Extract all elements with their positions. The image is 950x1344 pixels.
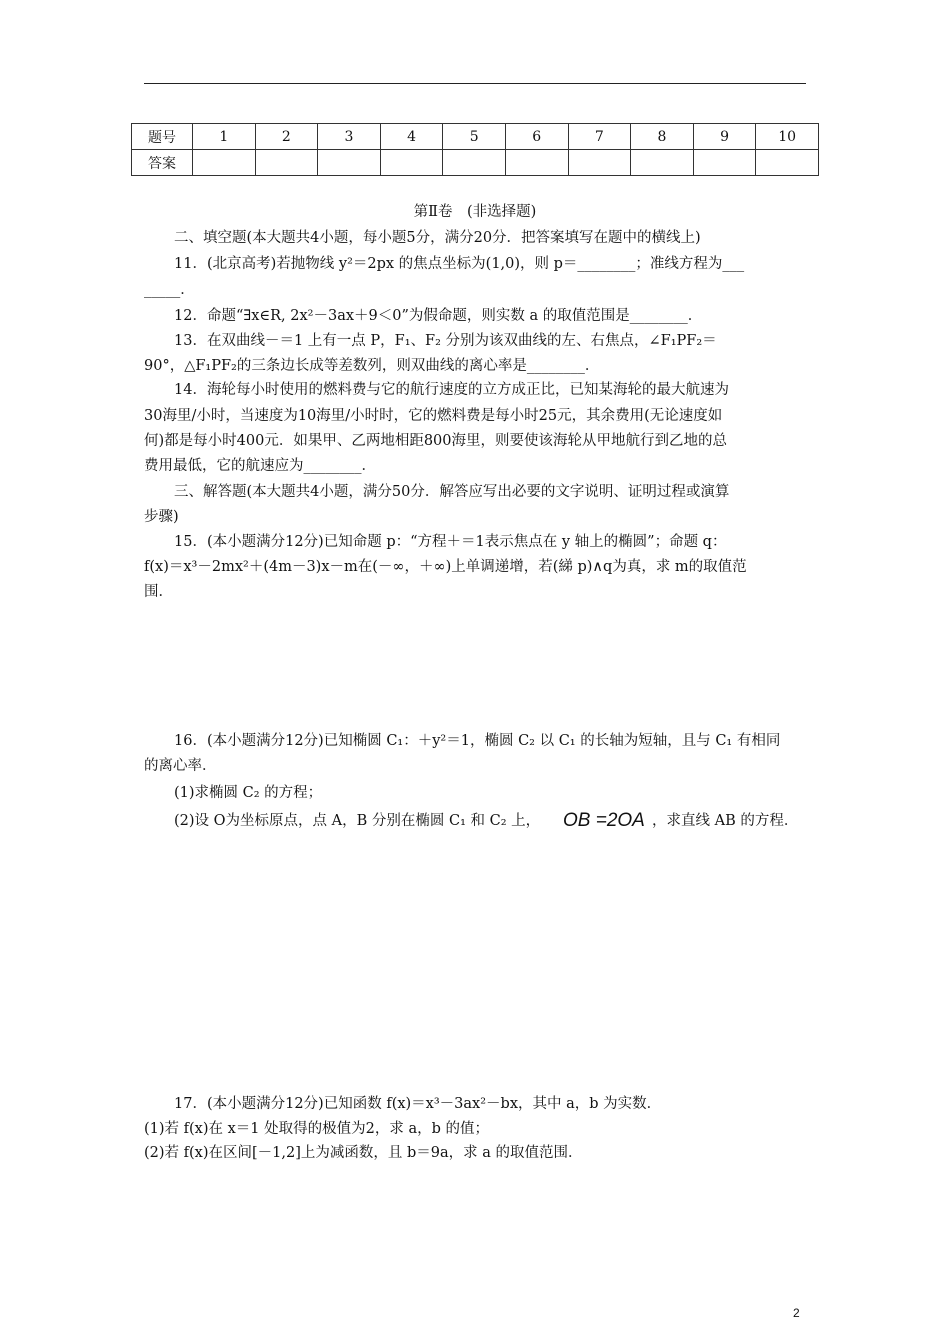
q16-part-1: (1)求椭圆 C₂ 的方程； bbox=[174, 785, 323, 801]
q14-line-2: 30海里/小时，当速度为10海里/小时时，它的燃料费是每小时25元，其余费用(无论速度如 bbox=[144, 408, 723, 424]
header-rule bbox=[144, 83, 806, 84]
answer-cell[interactable] bbox=[693, 150, 756, 176]
table-cell: 4 bbox=[380, 124, 443, 150]
table-cell: 5 bbox=[443, 124, 506, 150]
answer-cell[interactable] bbox=[255, 150, 318, 176]
q16-line-1: 16．(本小题满分12分)已知椭圆 C₁：＋y²＝1，椭圆 C₂ 以 C₁ 的长轴为短轴，且与 C₁ 有相同 bbox=[174, 733, 781, 749]
q13-line-1: 13．在双曲线－＝1 上有一点 P，F₁、F₂ 分别为该双曲线的左、右焦点，∠F₁PF₂＝ bbox=[174, 333, 717, 349]
table-cell: 8 bbox=[631, 124, 694, 150]
q11-line-2: _____． bbox=[144, 282, 195, 298]
answer-cell[interactable] bbox=[568, 150, 631, 176]
answer-cell[interactable] bbox=[505, 150, 568, 176]
table-cell: 答案 bbox=[132, 150, 193, 176]
q16-line-2: 的离心率． bbox=[144, 758, 217, 774]
q15-line-2: f(x)＝x³－2mx²＋(4m－3)x－m在(－∞，＋∞)上单调递增，若(綈 p)∧q为真，求 m的取值范 bbox=[144, 559, 747, 575]
solve-header-line-2: 步骤) bbox=[144, 509, 179, 525]
table-cell: 7 bbox=[568, 124, 631, 150]
answer-cell[interactable] bbox=[380, 150, 443, 176]
q14-line-3: 何)都是每小时400元．如果甲、乙两地相距800海里，则要使该海轮从甲地航行到乙地的总 bbox=[144, 433, 728, 449]
q14-line-1: 14．海轮每小时使用的燃料费与它的航行速度的立方成正比，已知某海轮的最大航速为 bbox=[174, 382, 729, 398]
answer-cell[interactable] bbox=[631, 150, 694, 176]
table-cell: 1 bbox=[193, 124, 256, 150]
section-title: 第Ⅱ卷 (非选择题) bbox=[413, 204, 537, 220]
table-cell: 题号 bbox=[132, 124, 193, 150]
answer-table bbox=[131, 123, 819, 176]
fill-header: 二、填空题(本大题共4小题，每小题5分，满分20分．把答案填写在题中的横线上) bbox=[174, 230, 701, 246]
q17-line-1: 17．(本小题满分12分)已知函数 f(x)＝x³－3ax²－bx，其中 a，b 为实数． bbox=[174, 1096, 662, 1112]
page-number: 2 bbox=[793, 1306, 800, 1320]
q11-line-1: 11．(北京高考)若抛物线 y²＝2px 的焦点坐标为(1,0)，则 p＝________；准线方程为___ bbox=[174, 256, 745, 272]
q16-part-2-b: ，求直线 AB 的方程． bbox=[652, 813, 799, 829]
q17-part-1: (1)若 f(x)在 x＝1 处取得的极值为2，求 a，b 的值； bbox=[144, 1121, 489, 1137]
q12-line: 12．命题“∃x∈R, 2x²－3ax＋9＜0”为假命题，则实数 a 的取值范围是________． bbox=[174, 308, 703, 324]
answer-cell[interactable] bbox=[443, 150, 506, 176]
table-cell: 6 bbox=[505, 124, 568, 150]
vector-equation: OB =2OA bbox=[563, 810, 645, 831]
answer-cell[interactable] bbox=[193, 150, 256, 176]
answer-cell[interactable] bbox=[318, 150, 381, 176]
q13-line-2: 90°，△F₁PF₂的三条边长成等差数列，则双曲线的离心率是________． bbox=[144, 358, 600, 374]
q15-line-3: 围． bbox=[144, 584, 173, 600]
table-row bbox=[132, 150, 819, 176]
q16-part-2-a: (2)设 O为坐标原点，点 A，B 分别在椭圆 C₁ 和 C₂ 上， bbox=[174, 813, 541, 829]
table-cell: 10 bbox=[756, 124, 819, 150]
q14-line-4: 费用最低，它的航速应为________． bbox=[144, 458, 376, 474]
q15-line-1: 15．(本小题满分12分)已知命题 p：“方程＋＝1表示焦点在 y 轴上的椭圆”；命题 q： bbox=[174, 534, 727, 550]
table-cell: 2 bbox=[255, 124, 318, 150]
table-row bbox=[132, 124, 819, 150]
q17-part-2: (2)若 f(x)在区间[－1,2]上为减函数，且 b＝9a，求 a 的取值范围． bbox=[144, 1145, 583, 1161]
answer-cell[interactable] bbox=[756, 150, 819, 176]
solve-header-line-1: 三、解答题(本大题共4小题，满分50分．解答应写出必要的文字说明、证明过程或演算 bbox=[174, 484, 730, 500]
table-cell: 9 bbox=[693, 124, 756, 150]
table-cell: 3 bbox=[318, 124, 381, 150]
